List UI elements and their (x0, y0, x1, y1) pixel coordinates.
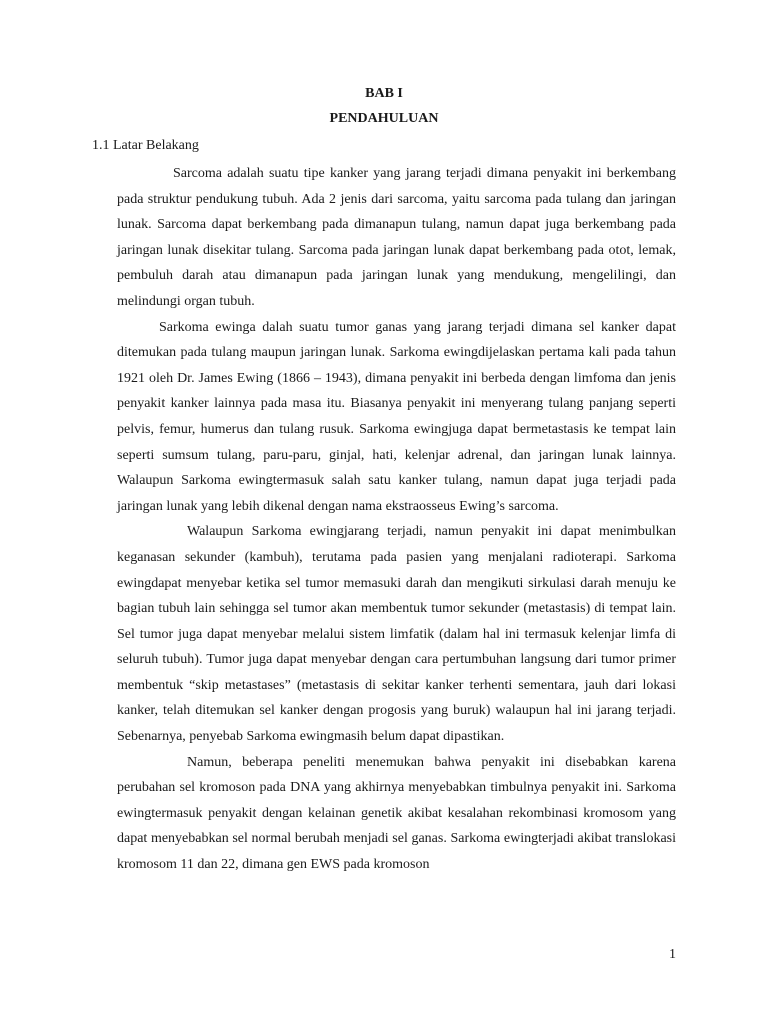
section-heading: 1.1 Latar Belakang (92, 138, 199, 153)
page-number: 1 (669, 947, 676, 962)
chapter-number: BAB I (365, 86, 403, 101)
paragraph-2: Sarkoma ewinga dalah suatu tumor ganas yang jarang terjadi dimana sel kanker dapat ditemukan pada tulang maupun jaringan lunak. Sarkoma ewingdijelaskan pertama kali pada tahun 1921 oleh Dr. James Ewing (1866 – 1943), dimana penyakit ini berbeda dengan limfoma dan jenis penyakit kanker lainnya pada masa itu. Biasanya penyakit ini menyerang tulang panjang seperti pelvis, femur, humerus dan tulang rusuk. Sarkoma ewingjuga dapat bermetastasis ke tempat lain seperti sumsum tulang, paru-paru, ginjal, hati, kelenjar adrenal, dan jaringan lunak lainnya. Walaupun Sarkoma ewingtermasuk salah satu kanker tulang, namun dapat juga terjadi pada jaringan lunak yang lebih dikenal dengan nama ekstraosseus Ewing’s sarcoma. (117, 319, 676, 514)
body-text (117, 161, 676, 878)
paragraph-3: Walaupun Sarkoma ewingjarang terjadi, namun penyakit ini dapat menimbulkan keganasan sekunder (kambuh), terutama pada pasien yang menjalani radioterapi. Sarkoma ewingdapat menyebar ketika sel tumor memasuki darah dan mengikuti sirkulasi darah menuju ke bagian tubuh lain sehingga sel tumor akan membentuk tumor sekunder (metastasis) di tempat lain. Sel tumor juga dapat menyebar melalui sistem limfatik (dalam hal ini termasuk kelenjar limfa di seluruh tubuh). Tumor juga dapat menyebar dengan cara pertumbuhan langsung dari tumor primer membentuk “skip metastases” (metastasis di sekitar kanker terhenti sementara, jauh dari lokasi kanker, telah ditemukan sel kanker dengan progosis yang buruk) walaupun hal ini jarang terjadi. Sebenarnya, penyebab Sarkoma ewingmasih belum dapat dipastikan. (117, 524, 676, 745)
chapter-title: PENDAHULUAN (329, 111, 439, 126)
paragraph-4: Namun, beberapa peneliti menemukan bahwa penyakit ini disebabkan karena perubahan sel kromoson pada DNA yang akhirnya menyebabkan timbulnya penyakit ini. Sarkoma ewingtermasuk penyakit dengan kelainan genetik akibat kesalahan rekombinasi kromosom yang dapat menyebabkan sel normal berubah menjadi sel ganas. Sarkoma ewingterjadi akibat translokasi kromosom 11 dan 22, dimana gen EWS pada kromoson (117, 754, 676, 873)
paragraph-1: Sarcoma adalah suatu tipe kanker yang jarang terjadi dimana penyakit ini berkembang pada struktur pendukung tubuh. Ada 2 jenis dari sarcoma, yaitu sarcoma pada tulang dan jaringan lunak. Sarcoma dapat berkembang pada dimanapun tulang, namun dapat juga berkembang pada jaringan lunak disekitar tulang. Sarcoma pada jaringan lunak dapat berkembang pada otot, lemak, pembuluh darah atau dimanapun pada jaringan lunak yang mendukung, mengelilingi, dan melindungi organ tubuh. (117, 166, 676, 309)
